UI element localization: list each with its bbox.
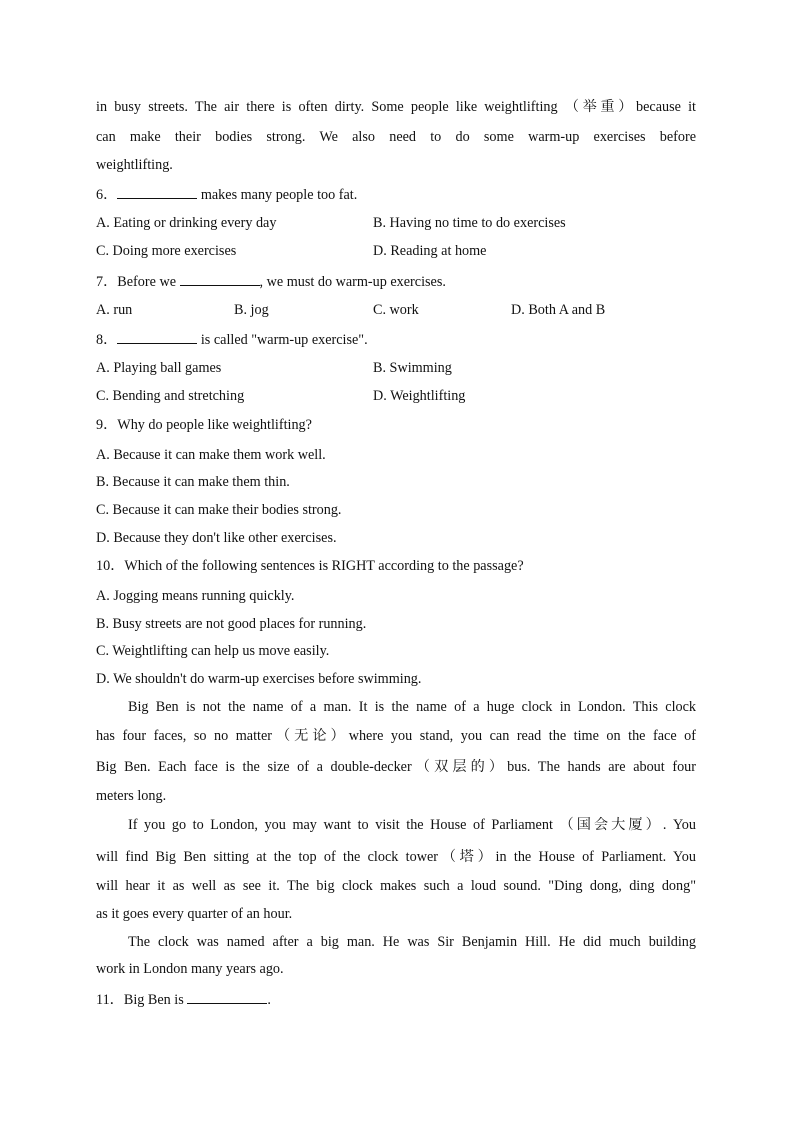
option: A. Jogging means running quickly.	[96, 588, 295, 604]
question-number: 7．	[96, 274, 118, 290]
question-8	[96, 329, 696, 349]
answer-blank[interactable]	[187, 989, 267, 1004]
passage-line: can make their bodies strong. We also need to do some warm-up exercises before	[96, 129, 696, 145]
option: C. Weightlifting can help us move easily.	[96, 643, 330, 659]
passage-line: will find Big Ben sitting at the top of the clock tower（塔）in the House of Parliament. You	[96, 849, 696, 865]
option: B. jog	[234, 302, 269, 318]
option: D. Reading at home	[373, 243, 487, 259]
passage-line: will hear it as well as see it. The big clock makes such a loud sound. "Ding dong, ding dong"	[96, 878, 696, 894]
question-stem: , we must do warm-up exercises.	[259, 274, 446, 290]
passage-line: weightlifting.	[96, 157, 173, 173]
answer-blank[interactable]	[117, 329, 197, 344]
passage-line: in busy streets. The air there is often dirty. Some people like weightlifting （举重）because it	[96, 99, 696, 115]
question-stem: .	[267, 992, 271, 1008]
option: A. run	[96, 302, 133, 318]
question-stem: is called "warm-up exercise".	[197, 332, 368, 348]
option: C. Doing more exercises	[96, 243, 237, 259]
passage-line: Big Ben. Each face is the size of a double-decker（双层的）bus. The hands are about four	[96, 759, 696, 775]
passage-line: Big Ben is not the name of a man. It is the name of a huge clock in London. This clock	[128, 699, 696, 715]
question-9	[96, 416, 696, 434]
question-6	[96, 184, 696, 204]
option: A. Playing ball games	[96, 360, 222, 376]
question-number: 11．	[96, 992, 124, 1008]
question-number: 10．	[96, 558, 125, 574]
question-number: 9．	[96, 417, 118, 433]
question-stem: Which of the following sentences is RIGHT according to the passage?	[124, 558, 524, 574]
question-stem: makes many people too fat.	[197, 187, 358, 203]
question-number: 6．	[96, 187, 118, 203]
option: A. Eating or drinking every day	[96, 215, 277, 231]
question-11	[96, 989, 696, 1009]
option: D. We shouldn't do warm-up exercises before swimming.	[96, 671, 422, 687]
option: B. Having no time to do exercises	[373, 215, 566, 231]
option: A. Because it can make them work well.	[96, 447, 326, 463]
option: B. Busy streets are not good places for running.	[96, 616, 367, 632]
answer-blank[interactable]	[117, 184, 197, 199]
passage-line: The clock was named after a big man. He was Sir Benjamin Hill. He did much building	[128, 934, 696, 950]
passage-line: has four faces, so no matter（无论）where you stand, you can read the time on the face of	[96, 728, 696, 744]
option: D. Both A and B	[511, 302, 606, 318]
question-stem: Big Ben is	[123, 992, 188, 1008]
passage-line: meters long.	[96, 788, 167, 804]
option: B. Because it can make them thin.	[96, 474, 290, 490]
option: B. Swimming	[373, 360, 452, 376]
question-10	[96, 557, 696, 575]
option: D. Weightlifting	[373, 388, 466, 404]
question-stem: Before we	[117, 274, 180, 290]
question-number: 8．	[96, 332, 118, 348]
answer-blank[interactable]	[180, 271, 260, 286]
option: C. Because it can make their bodies strong.	[96, 502, 342, 518]
question-stem: Why do people like weightlifting?	[117, 417, 312, 433]
passage-line: If you go to London, you may want to visit the House of Parliament （国会大厦）. You	[128, 817, 696, 833]
passage-line: as it goes every quarter of an hour.	[96, 906, 293, 922]
question-7	[96, 271, 696, 291]
passage-line: work in London many years ago.	[96, 961, 284, 977]
option: C. Bending and stretching	[96, 388, 245, 404]
option: D. Because they don't like other exercises.	[96, 530, 337, 546]
option: C. work	[373, 302, 419, 318]
